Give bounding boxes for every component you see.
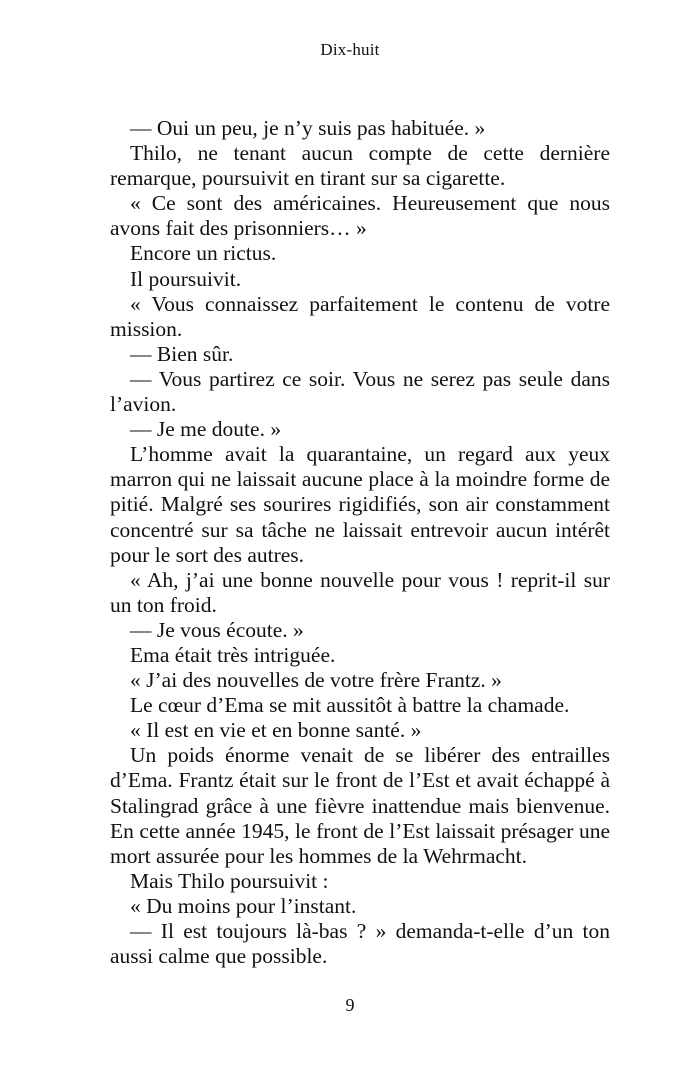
paragraph: — Je vous écoute. »: [130, 617, 304, 642]
paragraph: — Vous partirez ce soir. Vous ne serez pas seule dans l’avion.: [110, 366, 610, 417]
running-head: Dix-huit: [320, 40, 380, 59]
paragraph: Un poids énorme venait de se libérer des entrailles d’Ema. Frantz était sur le front de l’Est et avait échappé à Stalingrad grâce à une fièvre inattendue mais bienvenue. En cette année 1945, le front de l’Est laissait présager une mort assurée pour les hommes de la Wehrmacht.: [110, 743, 610, 868]
paragraph: — Oui un peu, je n’y suis pas habituée. »: [130, 116, 486, 140]
paragraph: Ema était très intriguée.: [130, 642, 336, 667]
paragraph: « Du moins pour l’instant.: [130, 893, 357, 918]
body-text: [110, 116, 610, 969]
paragraph: « Il est en vie et en bonne santé. »: [130, 718, 422, 743]
paragraph: Mais Thilo poursuivit :: [130, 868, 329, 893]
paragraph: « Ce sont des américaines. Heureusement que nous avons fait des prisonniers… »: [110, 191, 610, 241]
paragraph: Encore un rictus.: [130, 241, 277, 266]
paragraph: — Bien sûr.: [130, 341, 234, 366]
paragraph: — Il est toujours là-bas ? » demanda-t-elle d’un ton aussi calme que possible.: [110, 919, 610, 969]
paragraph: « J’ai des nouvelles de votre frère Frantz. »: [130, 668, 502, 693]
paragraph: Le cœur d’Ema se mit aussitôt à battre la chamade.: [130, 693, 570, 718]
paragraph: Il poursuivit.: [130, 266, 242, 291]
paragraph: Thilo, ne tenant aucun compte de cette dernière remarque, poursuivit en tirant sur sa cigarette.: [110, 141, 610, 191]
paragraph: — Je me doute. »: [130, 417, 282, 442]
paragraph: L’homme avait la quarantaine, un regard aux yeux marron qui ne laissait aucune place à la moindre forme de pitié. Malgré ses sourires rigidifiés, son air constamment concentré sur sa tâche ne laissait entrevoir aucun intérêt pour le sort des autres.: [110, 442, 610, 567]
paragraph: « Ah, j’ai une bonne nouvelle pour vous ! reprit-il sur un ton froid.: [110, 567, 610, 617]
paragraph: « Vous connaissez parfaitement le contenu de votre mission.: [110, 291, 610, 341]
page-number: 9: [345, 995, 355, 1015]
